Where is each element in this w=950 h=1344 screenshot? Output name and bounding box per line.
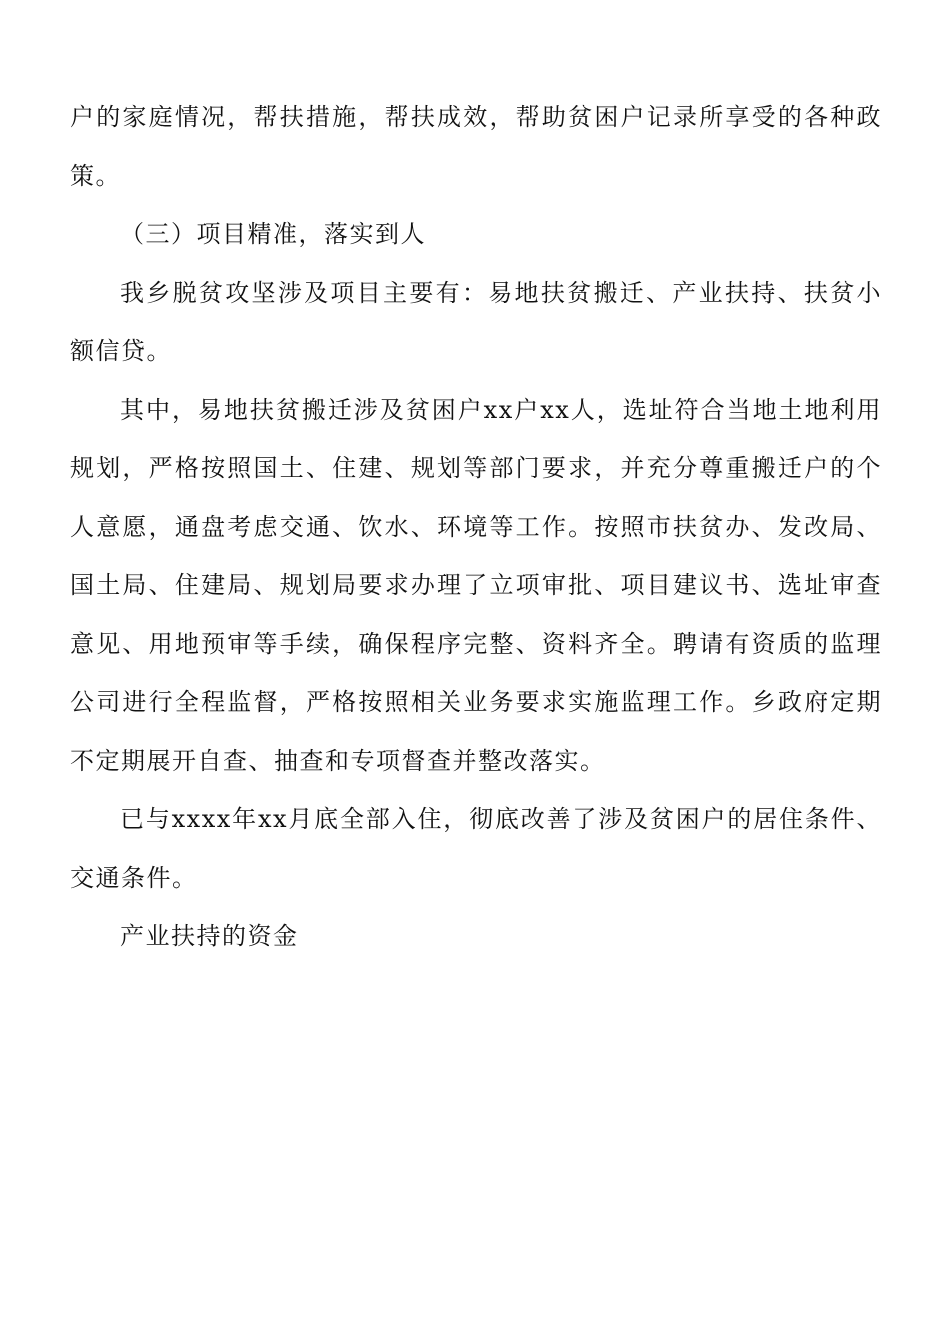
document-body bbox=[70, 88, 882, 966]
paragraph-industry-support-funds: 产业扶持的资金 bbox=[120, 922, 299, 950]
paragraph-project-overview: 我乡脱贫攻坚涉及项目主要有：易地扶贫搬迁、产业扶持、扶贫小额信贷。 bbox=[70, 278, 882, 365]
section-heading-project-precision: （三）项目精准，落实到人 bbox=[120, 220, 426, 248]
paragraph-family-situation-continuation: 户的家庭情况，帮扶措施，帮扶成效，帮助贫困户记录所享受的各种政策。 bbox=[70, 103, 882, 190]
paragraph-relocation-details: 其中，易地扶贫搬迁涉及贫困户xx户xx人，选址符合当地土地利用规划，严格按照国土、住建、规划等部门要求，并充分尊重搬迁户的个人意愿，通盘考虑交通、饮水、环境等工作。按照市扶贫办、发改局、国土局、住建局、规划局要求办理了立项审批、项目建议书、选址审查意见、用地预审等手续，确保程序完整、资料齐全。聘请有资质的监理公司进行全程监督，严格按照相关业务要求实施监理工作。乡政府定期不定期展开自查、抽查和专项督查并整改落实。 bbox=[70, 395, 882, 775]
paragraph-move-in-status: 已与xxxx年xx月底全部入住，彻底改善了涉及贫困户的居住条件、交通条件。 bbox=[70, 805, 882, 892]
